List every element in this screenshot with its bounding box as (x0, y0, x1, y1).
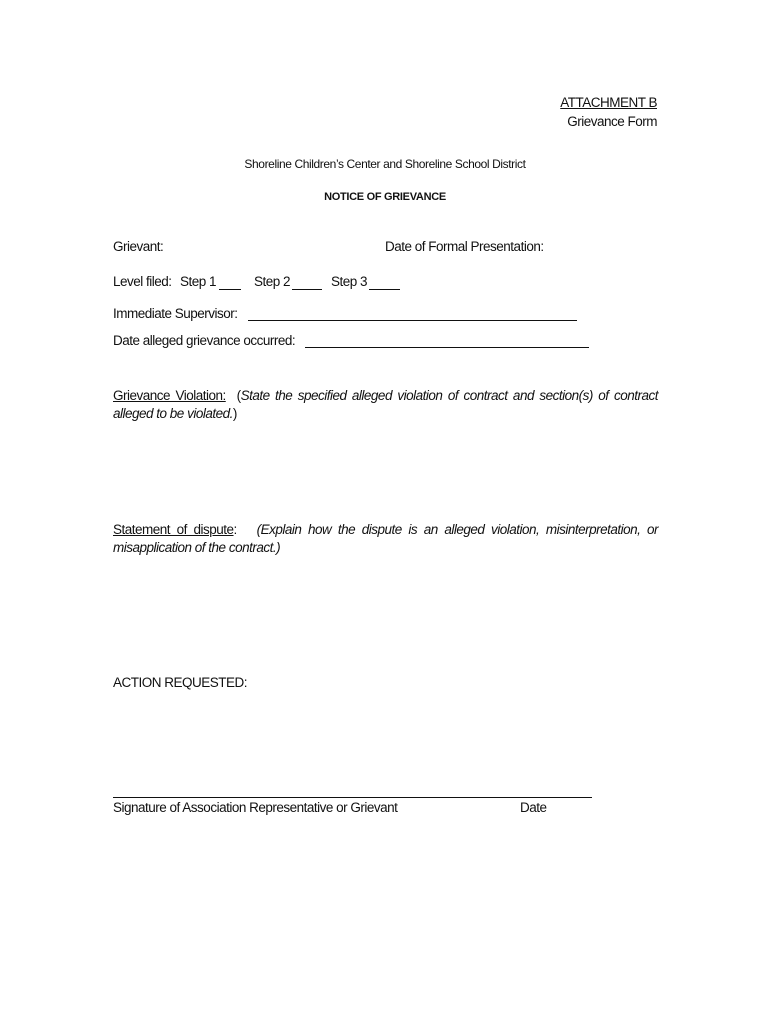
dispute-colon: : (233, 522, 237, 537)
step3-label: Step 3 (331, 274, 368, 289)
step1-blank[interactable] (219, 289, 241, 290)
signature-label: Signature of Association Representative or Grievant (113, 800, 398, 815)
dispute-heading: Statement of dispute (113, 522, 234, 537)
formal-presentation-label: Date of Formal Presentation: (385, 239, 544, 254)
step2-blank[interactable] (292, 289, 322, 290)
violation-text: State the specified alleged violation of contract and section(s) of contract alleged to be violated. (113, 388, 658, 421)
step1-label: Step 1 (180, 274, 217, 289)
date-occurred-label: Date alleged grievance occurred: (113, 333, 296, 348)
signature-line[interactable] (113, 797, 592, 798)
supervisor-label: Immediate Supervisor: (113, 306, 238, 321)
attachment-label: ATTACHMENT B (560, 95, 657, 110)
grievant-label: Grievant: (113, 239, 164, 254)
violation-open-paren: ( (236, 388, 241, 403)
violation-section (113, 387, 658, 423)
signature-date-label: Date (520, 800, 547, 815)
step3-blank[interactable] (369, 289, 400, 290)
action-requested-heading: ACTION REQUESTED: (113, 675, 248, 690)
level-filed-label: Level filed: (113, 274, 172, 289)
notice-title: NOTICE OF GRIEVANCE (324, 191, 446, 203)
dispute-text: (Explain how the dispute is an alleged violation, misinterpretation, or misapplication of the contract.) (113, 522, 658, 555)
organization-name: Shoreline Children’s Center and Shoreline School District (244, 157, 526, 171)
violation-close-paren: ) (232, 406, 237, 421)
violation-heading: Grievance Violation: (113, 388, 226, 403)
form-name: Grievance Form (567, 114, 657, 129)
dispute-section (113, 521, 658, 557)
step2-label: Step 2 (254, 274, 291, 289)
date-occurred-line[interactable] (305, 347, 589, 348)
supervisor-line[interactable] (248, 320, 577, 321)
